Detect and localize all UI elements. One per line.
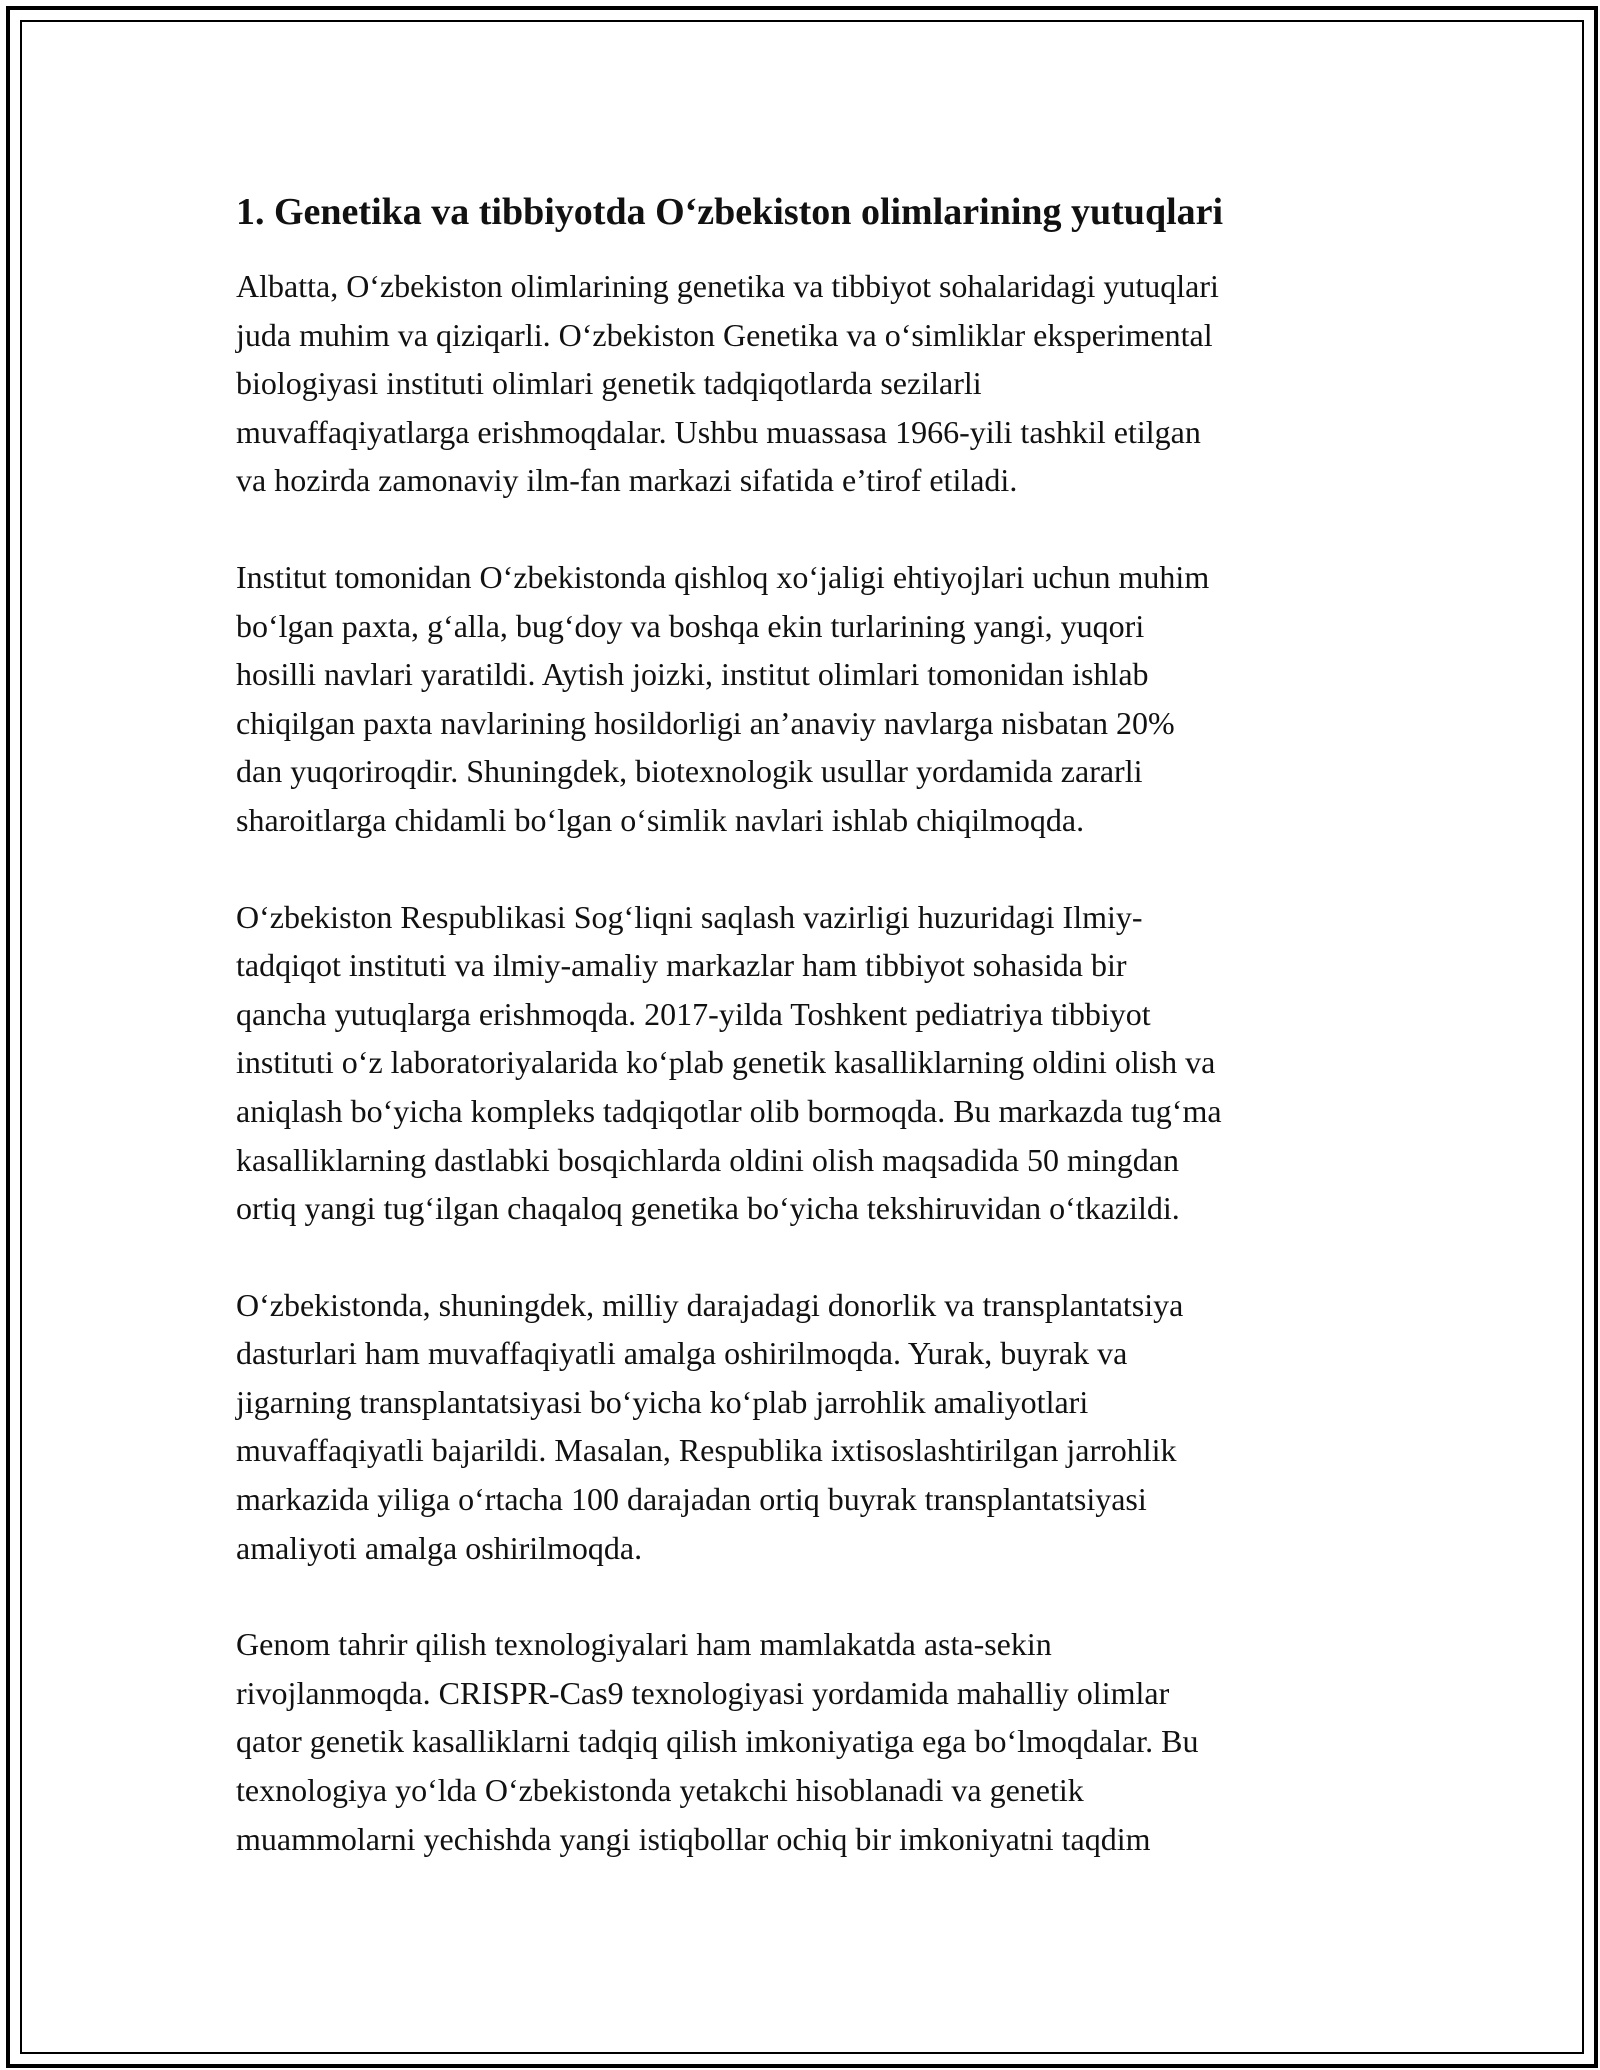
text-line: aniqlash bo‘yicha kompleks tadqiqotlar olib bormoqda. Bu markazda tug‘ma [236,1092,1222,1129]
text-line: rivojlanmoqda. CRISPR-Cas9 texnologiyasi yordamida mahalliy olimlar [236,1674,1170,1711]
paragraph-2 [236,553,1376,845]
text-line: biologiyasi instituti olimlari genetik tadqiqotlarda sezilarli [236,365,982,402]
text-line: instituti o‘z laboratoriyalarida ko‘plab genetik kasalliklarning oldini olish va [236,1044,1216,1081]
text-line: chiqilgan paxta navlarining hosildorligi an’anaviy navlarga nisbatan 20% [236,704,1175,741]
text-line: juda muhim va qiziqarli. O‘zbekiston Genetika va o‘simliklar eksperimental [236,316,1213,353]
paragraph-1 [236,262,1376,505]
text-line: dasturlari ham muvaffaqiyatli amalga oshirilmoqda. Yurak, buyrak va [236,1335,1128,1372]
text-line: tadqiqot instituti va ilmiy-amaliy markazlar ham tibbiyot sohasida bir [236,947,1127,984]
text-line: bo‘lgan paxta, g‘alla, bug‘doy va boshqa ekin turlarining yangi, yuqori [236,607,1145,644]
text-line: kasalliklarning dastlabki bosqichlarda oldini olish maqsadida 50 mingdan [236,1141,1179,1178]
text-line: markazida yiliga o‘rtacha 100 darajadan ortiq buyrak transplantatsiyasi [236,1481,1147,1518]
paragraph-3 [236,893,1376,1233]
section-heading: 1. Genetika va tibbiyotda O‘zbekiston olimlarining yutuqlari [236,191,1224,233]
text-line: Genom tahrir qilish texnologiyalari ham mamlakatda asta-sekin [236,1626,1052,1663]
text-line: va hozirda zamonaviy ilm-fan markazi sifatida e’tirof etiladi. [236,462,1018,499]
text-line: O‘zbekiston Respublikasi Sog‘liqni saqlash vazirligi huzuridagi Ilmiy- [236,898,1143,935]
text-line: Albatta, O‘zbekiston olimlarining genetika va tibbiyot sohalaridagi yutuqlari [236,268,1219,304]
text-line: Institut tomonidan O‘zbekistonda qishloq xo‘jaligi ehtiyojlari uchun muhim [236,558,1210,595]
text-line: jigarning transplantatsiyasi bo‘yicha ko‘plab jarrohlik amaliyotlari [236,1383,1089,1420]
paragraph-4 [236,1281,1376,1573]
paragraph-5 [236,1620,1376,1863]
text-line: sharoitlarga chidamli bo‘lgan o‘simlik navlari ishlab chiqilmoqda. [236,801,1085,838]
text-line: dan yuqoriroqdir. Shuningdek, biotexnologik usullar yordamida zararli [236,753,1143,790]
text-line: O‘zbekistonda, shuningdek, milliy darajadagi donorlik va transplantatsiya [236,1286,1184,1323]
text-line: muammolarni yechishda yangi istiqbollar ochiq bir imkoniyatni taqdim [236,1820,1151,1857]
text-line: amaliyoti amalga oshirilmoqda. [236,1529,643,1566]
text-line: muvaffaqiyatli bajarildi. Masalan, Respublika ixtisoslashtirilgan jarrohlik [236,1432,1177,1469]
text-line: muvaffaqiyatlarga erishmoqdalar. Ushbu muassasa 1966-yili tashkil etilgan [236,413,1201,450]
text-line: ortiq yangi tug‘ilgan chaqaloq genetika bo‘yicha tekshiruvidan o‘tkazildi. [236,1190,1180,1227]
text-line: hosilli navlari yaratildi. Aytish joizki, institut olimlari tomonidan ishlab [236,656,1149,693]
document-body [236,186,1376,1911]
text-line: texnologiya yo‘lda O‘zbekistonda yetakchi hisoblanadi va genetik [236,1772,1084,1809]
text-line: qancha yutuqlarga erishmoqda. 2017-yilda Toshkent pediatriya tibbiyot [236,995,1151,1032]
text-line: qator genetik kasalliklarni tadqiq qilish imkoniyatiga ega bo‘lmoqdalar. Bu [236,1723,1199,1760]
